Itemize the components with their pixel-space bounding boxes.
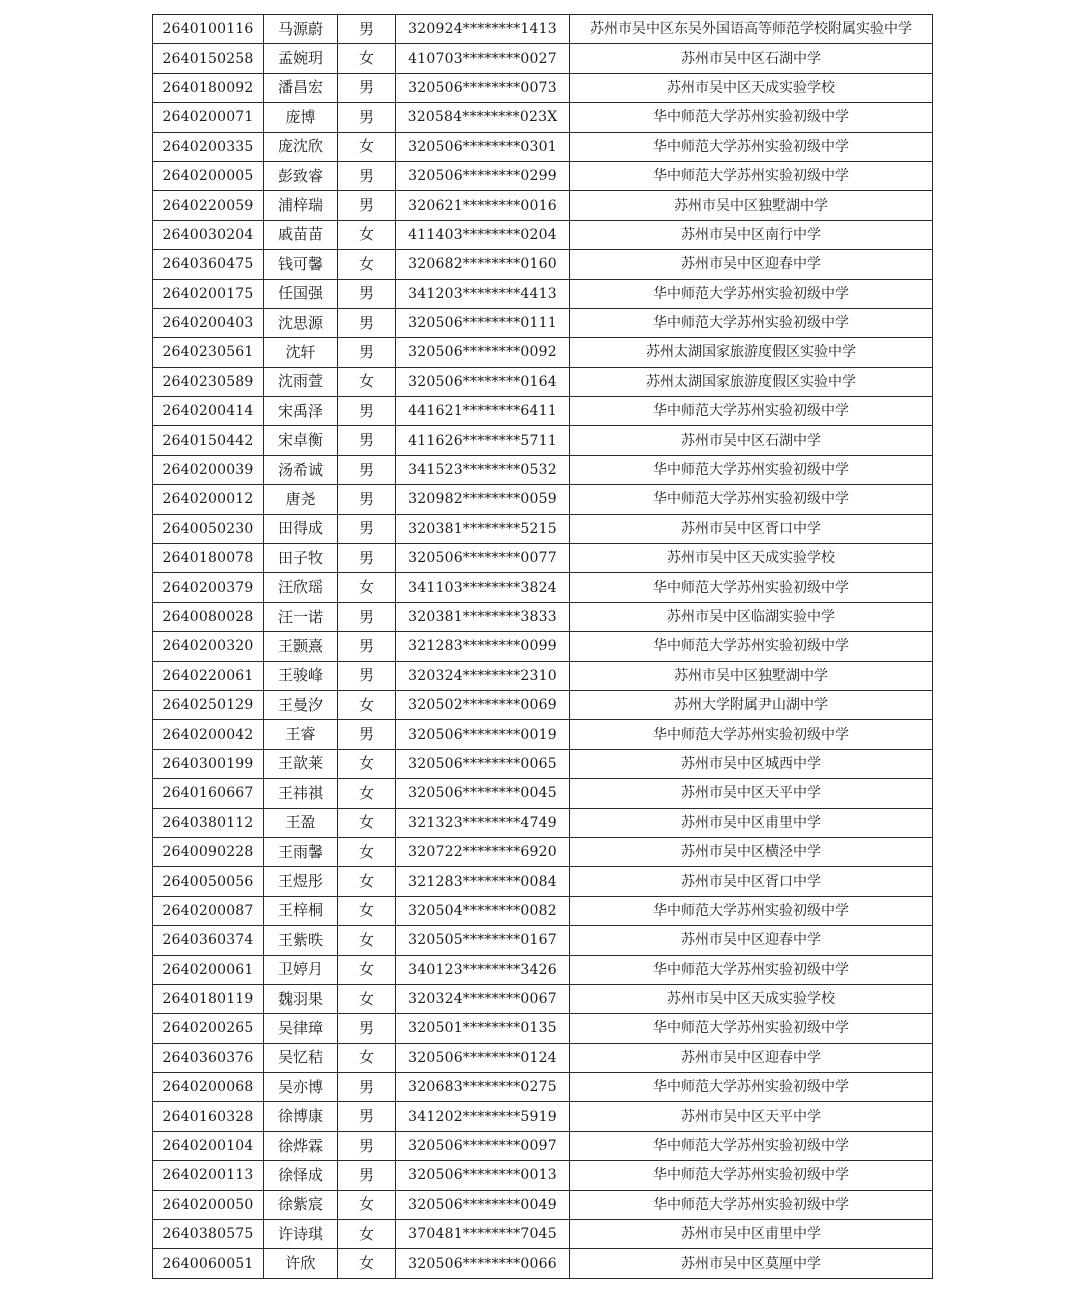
student-name-cell: 王曼汐 [264,690,338,719]
school-cell: 苏州市吴中区甫里中学 [570,1220,933,1249]
id-number-cell: 341203********4413 [396,279,570,308]
exam-number-cell: 2640200113 [153,1161,264,1190]
student-name-cell: 孟婉玥 [264,44,338,73]
school-cell: 华中师范大学苏州实验初级中学 [570,308,933,337]
exam-number-cell: 2640180078 [153,544,264,573]
school-cell: 华中师范大学苏州实验初级中学 [570,632,933,661]
gender-cell: 男 [338,279,396,308]
table-row [153,338,933,367]
table-body [153,15,933,1279]
id-number-cell: 441621********6411 [396,397,570,426]
id-number-cell: 320506********0049 [396,1190,570,1219]
table-row [153,191,933,220]
exam-number-cell: 2640300199 [153,749,264,778]
student-name-cell: 宋卓衡 [264,426,338,455]
exam-number-cell: 2640230589 [153,367,264,396]
school-cell: 华中师范大学苏州实验初级中学 [570,161,933,190]
table-row [153,426,933,455]
student-name-cell: 沈轩 [264,338,338,367]
id-number-cell: 320982********0059 [396,485,570,514]
school-cell: 苏州市吴中区天平中学 [570,779,933,808]
school-cell: 苏州市吴中区独墅湖中学 [570,661,933,690]
student-name-cell: 魏羽果 [264,984,338,1013]
id-number-cell: 320381********5215 [396,514,570,543]
gender-cell: 女 [338,690,396,719]
exam-number-cell: 2640050056 [153,867,264,896]
exam-number-cell: 2640160667 [153,779,264,808]
gender-cell: 男 [338,1014,396,1043]
school-cell: 苏州市吴中区迎春中学 [570,1043,933,1072]
exam-number-cell: 2640200005 [153,161,264,190]
gender-cell: 女 [338,1249,396,1278]
table-row [153,73,933,102]
gender-cell: 女 [338,367,396,396]
school-cell: 华中师范大学苏州实验初级中学 [570,1073,933,1102]
table-row [153,573,933,602]
student-name-cell: 王颢熹 [264,632,338,661]
gender-cell: 男 [338,191,396,220]
table-row [153,779,933,808]
student-name-cell: 王煜彤 [264,867,338,896]
exam-number-cell: 2640180119 [153,984,264,1013]
id-number-cell: 411626********5711 [396,426,570,455]
exam-number-cell: 2640060051 [153,1249,264,1278]
gender-cell: 男 [338,544,396,573]
exam-number-cell: 2640200042 [153,720,264,749]
table-row [153,808,933,837]
student-name-cell: 王盈 [264,808,338,837]
table-row [153,132,933,161]
student-list-table [152,14,933,1279]
exam-number-cell: 2640160328 [153,1102,264,1131]
school-cell: 苏州市吴中区莫厘中学 [570,1249,933,1278]
student-name-cell: 汪一诺 [264,602,338,631]
exam-number-cell: 2640200068 [153,1073,264,1102]
gender-cell: 男 [338,720,396,749]
exam-number-cell: 2640200039 [153,455,264,484]
gender-cell: 女 [338,1220,396,1249]
student-name-cell: 田得成 [264,514,338,543]
table-row [153,955,933,984]
gender-cell: 女 [338,896,396,925]
gender-cell: 男 [338,397,396,426]
id-number-cell: 341103********3824 [396,573,570,602]
id-number-cell: 321283********0099 [396,632,570,661]
gender-cell: 男 [338,485,396,514]
school-cell: 华中师范大学苏州实验初级中学 [570,103,933,132]
table-row [153,632,933,661]
table-row [153,308,933,337]
table-row [153,661,933,690]
gender-cell: 男 [338,73,396,102]
id-number-cell: 340123********3426 [396,955,570,984]
school-cell: 华中师范大学苏州实验初级中学 [570,896,933,925]
gender-cell: 男 [338,1073,396,1102]
id-number-cell: 320506********0073 [396,73,570,102]
school-cell: 苏州市吴中区城西中学 [570,749,933,778]
student-name-cell: 徐烨霖 [264,1131,338,1160]
school-cell: 华中师范大学苏州实验初级中学 [570,279,933,308]
table-row [153,15,933,44]
gender-cell: 男 [338,1131,396,1160]
school-cell: 苏州市吴中区石湖中学 [570,426,933,455]
student-name-cell: 潘昌宏 [264,73,338,102]
exam-number-cell: 2640360374 [153,926,264,955]
table-row [153,896,933,925]
id-number-cell: 320621********0016 [396,191,570,220]
id-number-cell: 320381********3833 [396,602,570,631]
gender-cell: 女 [338,926,396,955]
id-number-cell: 320506********0065 [396,749,570,778]
exam-number-cell: 2640150442 [153,426,264,455]
student-name-cell: 卫婷月 [264,955,338,984]
school-cell: 苏州市吴中区独墅湖中学 [570,191,933,220]
student-name-cell: 庞沈欣 [264,132,338,161]
student-name-cell: 徐紫宸 [264,1190,338,1219]
exam-number-cell: 2640360475 [153,250,264,279]
table-row [153,1043,933,1072]
gender-cell: 男 [338,514,396,543]
table-row [153,1131,933,1160]
school-cell: 华中师范大学苏州实验初级中学 [570,720,933,749]
id-number-cell: 320506********0124 [396,1043,570,1072]
id-number-cell: 320682********0160 [396,250,570,279]
gender-cell: 女 [338,955,396,984]
table-row [153,367,933,396]
student-name-cell: 宋禹泽 [264,397,338,426]
table-row [153,220,933,249]
gender-cell: 女 [338,1190,396,1219]
id-number-cell: 320506********0299 [396,161,570,190]
exam-number-cell: 2640150258 [153,44,264,73]
id-number-cell: 320506********0092 [396,338,570,367]
student-name-cell: 许诗琪 [264,1220,338,1249]
exam-number-cell: 2640200087 [153,896,264,925]
school-cell: 苏州市吴中区迎春中学 [570,926,933,955]
table-row [153,44,933,73]
table-row [153,749,933,778]
school-cell: 华中师范大学苏州实验初级中学 [570,1161,933,1190]
table-row [153,1102,933,1131]
id-number-cell: 320324********0067 [396,984,570,1013]
exam-number-cell: 2640200414 [153,397,264,426]
table-row [153,103,933,132]
gender-cell: 女 [338,250,396,279]
student-name-cell: 马源蔚 [264,15,338,44]
table-row [153,397,933,426]
school-cell: 华中师范大学苏州实验初级中学 [570,1190,933,1219]
exam-number-cell: 2640180092 [153,73,264,102]
id-number-cell: 320324********2310 [396,661,570,690]
school-cell: 苏州太湖国家旅游度假区实验中学 [570,367,933,396]
student-name-cell: 王歆莱 [264,749,338,778]
id-number-cell: 321283********0084 [396,867,570,896]
school-cell: 华中师范大学苏州实验初级中学 [570,397,933,426]
id-number-cell: 320722********6920 [396,837,570,866]
gender-cell: 男 [338,661,396,690]
id-number-cell: 320506********0019 [396,720,570,749]
student-name-cell: 王骏峰 [264,661,338,690]
gender-cell: 男 [338,426,396,455]
school-cell: 苏州市吴中区临湖实验中学 [570,602,933,631]
school-cell: 华中师范大学苏州实验初级中学 [570,485,933,514]
table-row [153,279,933,308]
id-number-cell: 320506********0045 [396,779,570,808]
exam-number-cell: 2640360376 [153,1043,264,1072]
table-row [153,690,933,719]
student-name-cell: 戚苗苗 [264,220,338,249]
gender-cell: 女 [338,867,396,896]
gender-cell: 女 [338,779,396,808]
school-cell: 苏州市吴中区天成实验学校 [570,544,933,573]
id-number-cell: 341202********5919 [396,1102,570,1131]
exam-number-cell: 2640100116 [153,15,264,44]
id-number-cell: 321323********4749 [396,808,570,837]
id-number-cell: 320506********0164 [396,367,570,396]
id-number-cell: 320506********0301 [396,132,570,161]
school-cell: 华中师范大学苏州实验初级中学 [570,1131,933,1160]
gender-cell: 男 [338,455,396,484]
student-name-cell: 吴律璋 [264,1014,338,1043]
student-name-cell: 田子牧 [264,544,338,573]
school-cell: 苏州太湖国家旅游度假区实验中学 [570,338,933,367]
student-name-cell: 任国强 [264,279,338,308]
exam-number-cell: 2640200050 [153,1190,264,1219]
exam-number-cell: 2640030204 [153,220,264,249]
id-number-cell: 320924********1413 [396,15,570,44]
student-name-cell: 唐尧 [264,485,338,514]
table-row [153,1190,933,1219]
student-name-cell: 吴亦博 [264,1073,338,1102]
gender-cell: 男 [338,1102,396,1131]
exam-number-cell: 2640050230 [153,514,264,543]
exam-number-cell: 2640200104 [153,1131,264,1160]
school-cell: 苏州市吴中区胥口中学 [570,514,933,543]
id-number-cell: 320506********0111 [396,308,570,337]
id-number-cell: 320506********0066 [396,1249,570,1278]
school-cell: 苏州市吴中区横泾中学 [570,837,933,866]
table-row [153,161,933,190]
school-cell: 苏州市吴中区天平中学 [570,1102,933,1131]
exam-number-cell: 2640200175 [153,279,264,308]
school-cell: 华中师范大学苏州实验初级中学 [570,955,933,984]
gender-cell: 男 [338,15,396,44]
table-row [153,984,933,1013]
student-name-cell: 沈雨萱 [264,367,338,396]
gender-cell: 男 [338,103,396,132]
table-row [153,1249,933,1278]
school-cell: 华中师范大学苏州实验初级中学 [570,132,933,161]
table-row [153,867,933,896]
student-name-cell: 庞博 [264,103,338,132]
exam-number-cell: 2640380112 [153,808,264,837]
school-cell: 苏州市吴中区胥口中学 [570,867,933,896]
gender-cell: 女 [338,749,396,778]
id-number-cell: 320504********0082 [396,896,570,925]
gender-cell: 男 [338,161,396,190]
table-row [153,926,933,955]
table-row [153,1014,933,1043]
gender-cell: 女 [338,1043,396,1072]
id-number-cell: 320505********0167 [396,926,570,955]
id-number-cell: 370481********7045 [396,1220,570,1249]
id-number-cell: 320506********0077 [396,544,570,573]
student-name-cell: 徐怿成 [264,1161,338,1190]
gender-cell: 女 [338,837,396,866]
gender-cell: 女 [338,132,396,161]
gender-cell: 男 [338,1161,396,1190]
school-cell: 苏州市吴中区南行中学 [570,220,933,249]
table-row [153,514,933,543]
student-name-cell: 彭致睿 [264,161,338,190]
school-cell: 苏州市吴中区石湖中学 [570,44,933,73]
id-number-cell: 341523********0532 [396,455,570,484]
student-name-cell: 徐博康 [264,1102,338,1131]
school-cell: 华中师范大学苏州实验初级中学 [570,573,933,602]
id-number-cell: 320584********023X [396,103,570,132]
table-row [153,250,933,279]
gender-cell: 男 [338,338,396,367]
exam-number-cell: 2640080028 [153,602,264,631]
table-row [153,1161,933,1190]
exam-number-cell: 2640090228 [153,837,264,866]
gender-cell: 女 [338,44,396,73]
gender-cell: 女 [338,808,396,837]
school-cell: 苏州市吴中区天成实验学校 [570,984,933,1013]
student-name-cell: 王梓桐 [264,896,338,925]
table-row [153,1220,933,1249]
exam-number-cell: 2640200061 [153,955,264,984]
table-row [153,544,933,573]
student-name-cell: 王祎祺 [264,779,338,808]
student-name-cell: 许欣 [264,1249,338,1278]
school-cell: 华中师范大学苏州实验初级中学 [570,1014,933,1043]
gender-cell: 女 [338,984,396,1013]
table-row [153,837,933,866]
table-row [153,602,933,631]
gender-cell: 男 [338,308,396,337]
id-number-cell: 410703********0027 [396,44,570,73]
gender-cell: 男 [338,632,396,661]
student-name-cell: 吴忆秸 [264,1043,338,1072]
exam-number-cell: 2640200403 [153,308,264,337]
student-name-cell: 汤希诚 [264,455,338,484]
exam-number-cell: 2640200335 [153,132,264,161]
student-name-cell: 钱可馨 [264,250,338,279]
exam-number-cell: 2640220059 [153,191,264,220]
student-name-cell: 浦梓瑞 [264,191,338,220]
student-name-cell: 沈思源 [264,308,338,337]
school-cell: 苏州市吴中区甫里中学 [570,808,933,837]
gender-cell: 女 [338,220,396,249]
table-row [153,485,933,514]
exam-number-cell: 2640200320 [153,632,264,661]
id-number-cell: 411403********0204 [396,220,570,249]
table-row [153,455,933,484]
id-number-cell: 320506********0097 [396,1131,570,1160]
student-name-cell: 王雨馨 [264,837,338,866]
student-name-cell: 王睿 [264,720,338,749]
exam-number-cell: 2640200012 [153,485,264,514]
exam-number-cell: 2640380575 [153,1220,264,1249]
exam-number-cell: 2640230561 [153,338,264,367]
id-number-cell: 320506********0013 [396,1161,570,1190]
exam-number-cell: 2640200379 [153,573,264,602]
exam-number-cell: 2640200071 [153,103,264,132]
exam-number-cell: 2640220061 [153,661,264,690]
exam-number-cell: 2640200265 [153,1014,264,1043]
id-number-cell: 320683********0275 [396,1073,570,1102]
id-number-cell: 320502********0069 [396,690,570,719]
school-cell: 苏州市吴中区东吴外国语高等师范学校附属实验中学 [570,15,933,44]
school-cell: 华中师范大学苏州实验初级中学 [570,455,933,484]
gender-cell: 男 [338,602,396,631]
table-row [153,1073,933,1102]
school-cell: 苏州市吴中区天成实验学校 [570,73,933,102]
gender-cell: 女 [338,573,396,602]
school-cell: 苏州大学附属尹山湖中学 [570,690,933,719]
exam-number-cell: 2640250129 [153,690,264,719]
table-row [153,720,933,749]
id-number-cell: 320501********0135 [396,1014,570,1043]
school-cell: 苏州市吴中区迎春中学 [570,250,933,279]
student-name-cell: 王紫昳 [264,926,338,955]
student-name-cell: 汪欣瑶 [264,573,338,602]
